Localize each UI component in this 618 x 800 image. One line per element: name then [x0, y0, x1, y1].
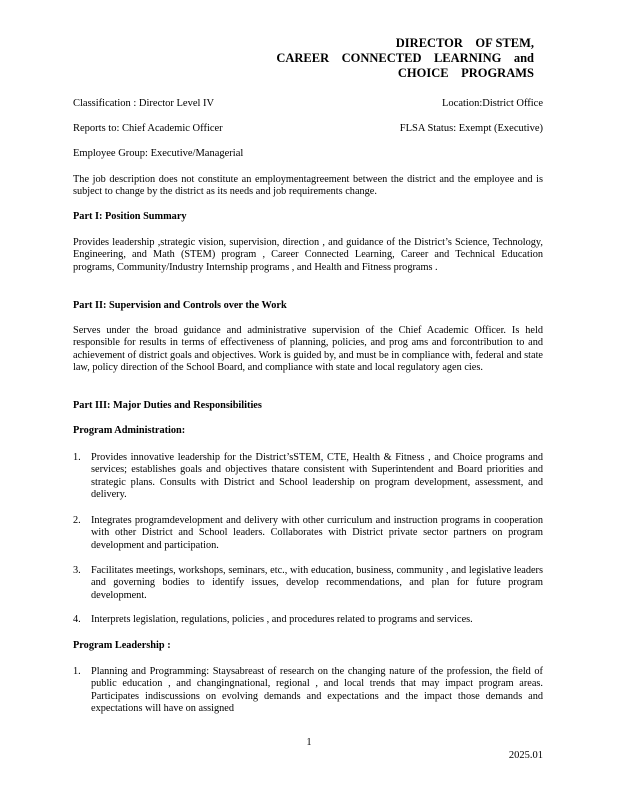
- document-title: [276, 36, 534, 81]
- classification-row: [73, 98, 543, 109]
- employee-group-row: [73, 148, 543, 159]
- part1-text: Provides leadership ,strategic vision, supervision, direction , and guidance of the District’s Science, Technology, Engineering, and Math (STEM) program , Career Connected Learning, Career and Technical Education programs, Community/Industry Internship programs , and Health and Fitness programs .: [73, 237, 543, 273]
- item-text: Integrates programdevelopment and delivery with other curriculum and instruction programs in cooperation with other District and School leaders. Collaborates with District private sector partners on program development and participation.: [91, 515, 543, 551]
- part3-heading: Part III: Major Duties and Responsibilities: [73, 400, 262, 411]
- part2-text: Serves under the broad guidance and administrative supervision of the Chief Academic Officer. Is held responsible for results in terms of effectiveness of planning, policies, and prog ams and forcontribution to and achievement of district goals and objectives. Work is guided by, and must be in compliance with, federal and state law, policy direction of the School Board, and compliance with state and local regulatory agen cies.: [73, 325, 543, 373]
- reports-row: [73, 123, 543, 134]
- classification: Classification : Director Level IV: [73, 98, 215, 109]
- reports-to: Reports to: Chief Academic Officer: [73, 123, 223, 134]
- item-text: Planning and Programming: Staysabreast of research on the changing nature of the profession, the field of public education , and changingnational, regional , and local trends that may impact program areas. Participates indiscussions on evolving demands and expectations and the impact those demands and expectations will have on assigned: [91, 666, 543, 714]
- intro-paragraph: The job description does not constitute an employmentagreement between the district and the employee and is subject to change by the district as its needs and job requirements change.: [73, 174, 543, 198]
- part1-heading: Part I: Position Summary: [73, 211, 187, 222]
- title-line-1: DIRECTOR OF STEM,: [395, 36, 534, 50]
- location: Location:District Office: [442, 98, 543, 109]
- admin-item-1: [73, 452, 543, 501]
- item-text: Facilitates meetings, workshops, seminars, etc., with education, business, community , and legislative leaders and governing bodies to identify issues, develop recommendations, and plan for future program development.: [91, 565, 543, 601]
- item-number: 4.: [73, 614, 81, 625]
- admin-item-2: [73, 515, 543, 552]
- item-number: 1.: [73, 452, 81, 463]
- leadership-item-1: [73, 666, 543, 715]
- page-number: 1: [306, 737, 312, 748]
- program-admin-heading: Program Administration:: [73, 425, 186, 436]
- employee-group: Employee Group: Executive/Managerial: [73, 148, 244, 159]
- admin-item-4: [73, 614, 543, 626]
- title-line-3: CHOICE PROGRAMS: [397, 66, 534, 80]
- item-number: 2.: [73, 515, 81, 526]
- program-leadership-heading: Program Leadership :: [73, 640, 171, 651]
- part2-heading: Part II: Supervision and Controls over the Work: [73, 300, 287, 311]
- title-line-2: CAREER CONNECTED LEARNING and: [276, 51, 534, 65]
- flsa-status: FLSA Status: Exempt (Executive): [399, 123, 543, 134]
- version-date: 2025.01: [508, 750, 543, 761]
- admin-item-3: [73, 565, 543, 602]
- item-number: 1.: [73, 666, 81, 677]
- item-text: Interprets legislation, regulations, policies , and procedures related to programs and services.: [91, 614, 473, 625]
- item-number: 3.: [73, 565, 81, 576]
- item-text: Provides innovative leadership for the District’sSTEM, CTE, Health & Fitness , and Choice programs and services; establishes goals and objectives thatare consistent with Superintendent and Board priorities and strategic plans. Consults with District and School leadership on program development, assessment, and delivery.: [91, 452, 543, 500]
